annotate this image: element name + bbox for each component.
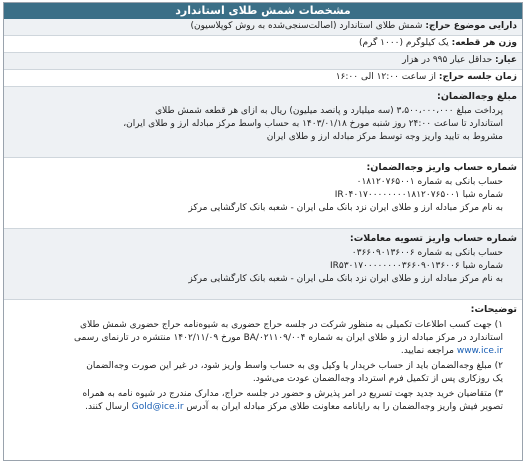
session-time-row [4,70,522,87]
asset-label: دارایی موضوع حراج: [425,21,517,31]
note-2-line: یک روزکاری پس از تکمیل فرم استرداد وجه‌الضمان عودت می‌شود. [252,374,503,384]
note-3-line: ۳) متقاضیان خرید جدید جهت تسریع در امر پذیرش و حضور در جلسه حراج، مدارک مندرج در شیوه نامه به همراه [82,389,503,399]
deposit-account-section [4,158,522,229]
note-1-line: ۱) جهت کسب اطلاعات تکمیلی به منظور شرکت در جلسه حراج حضوری به شیوه‌نامه حراج حضوری شمش طلای [80,320,503,330]
guarantee-section [4,87,522,158]
weight-value: یک کیلوگرم (۱۰۰۰ گرم) [358,38,449,48]
settlement-owner-line: به نام مرکز مبادله ارز و طلای ایران نزد بانک ملی ایران - شعبه بانک کارگشایی مرکز [188,274,503,284]
settlement-account-section [4,229,522,300]
website-link[interactable]: www.ice.ir [456,346,503,356]
note-1-tail: مراجعه نمایید. [400,346,457,356]
note-3-prefix: تصویر فیش واریز وجه‌الضمان را به رایانامه معاونت طلای مرکز مبادله ایران به آدرس [183,402,503,412]
guarantee-line: پرداخت مبلغ ۳،۵۰۰،۰۰۰،۰۰۰ (سه میلیارد و پانصد میلیون) ریال به ازای هر قطعه شمش طلای [155,106,503,116]
note-1-link-line [9,345,503,358]
panel-title: مشخصات شمش طلای استاندارد [4,3,522,19]
session-time-value: از ساعت ۱۲:۰۰ الی ۱۶:۰۰ [335,72,436,82]
note-3-email-line [9,401,503,414]
purity-value: حداقل عیار ۹۹۵ در هزار [402,55,493,65]
email-link[interactable]: Gold@ice.ir [131,402,184,412]
session-time-label: زمان جلسه حراج: [438,72,517,82]
purity-label: عیار: [495,55,517,65]
note-3-suffix: ارسال کنند. [85,402,132,412]
settlement-account-title: شماره حساب واریز تسویه معاملات: [349,233,517,244]
note-2-line: ۲) مبلغ وجه‌الضمان باید از حساب خریدار یا وکیل وی به حساب واسط واریز شود، در غیر این صورت وجه‌الضمان [86,361,503,371]
note-1-line: استاندارد در مرکز مبادله ارز و طلای ایران به شماره BA/۰۲۱۱۰۹/۰۰۴ مورخ ۱۴۰۲/۱۱/۰۹ منتشره در تارنمای رسمی [74,333,503,343]
weight-row [4,36,522,53]
guarantee-line: استاندارد تا ساعت ۲۴:۰۰ روز شنبه مورخ ۱۴۰۳/۰۱/۱۸ به حساب واسط مرکز مبادله ارز و طلای ایران، [123,119,503,129]
asset-row [4,19,522,36]
purity-row [4,53,522,70]
weight-label: وزن هر قطعه: [451,38,517,48]
deposit-owner-line: به نام مرکز مبادله ارز و طلای ایران نزد بانک ملی ایران - شعبه بانک کارگشایی مرکز [188,203,503,213]
guarantee-title: مبلغ وجه‌الضمان: [437,91,517,102]
deposit-account-title: شماره حساب واریز وجه‌الضمان: [366,162,517,173]
settlement-iban-line: شماره شبا IR۵۳۰۱۷۰۰۰۰۰۰۰۰۳۶۶۰۹۰۱۳۶۰۰۶ [329,261,503,271]
settlement-account-line: حساب بانکی به شماره ۰۳۶۶۰۹۰۱۳۶۰۰۶ [351,248,503,258]
gold-auction-panel [3,2,523,461]
deposit-account-line: حساب بانکی به شماره ۰۱۸۱۲۰۷۶۵۰۰۱ [356,177,503,187]
asset-value: شمش طلای استاندارد (اصالت‌سنجی‌شده به روش کوپلاسیون) [190,21,423,31]
notes-title: توضیحات: [470,304,517,315]
deposit-iban-line: شماره شبا IR۰۴۰۱۷۰۰۰۰۰۰۰۰۱۸۱۲۰۷۶۵۰۰۱ [334,190,503,200]
notes-section [4,300,522,445]
guarantee-line: مشروط به تایید واریز وجه توسط مرکز مبادله ارز و طلای ایران [266,132,503,142]
